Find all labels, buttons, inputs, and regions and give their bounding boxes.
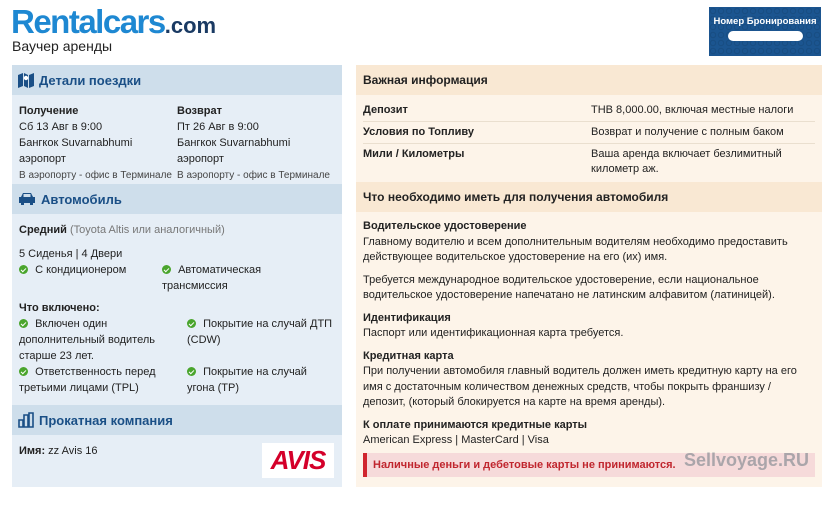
- license-text: Главному водителю и всем дополнительным водителям необходимо предоставить действующее водительское удостоверение на его (их) имя.: [363, 235, 788, 263]
- car-seats-doors: 5 Сиденья | 4 Двери: [19, 248, 123, 260]
- car-model: (Toyota Altis или аналогичный): [66, 224, 225, 236]
- row-key: Мили / Километры: [363, 148, 465, 160]
- pickup-place: Бангкок Suvarnabhumi аэропорт: [19, 137, 133, 165]
- car-class: Средний: [19, 224, 67, 236]
- accepted-cards-title: К оплате принимаются кредитные карты: [363, 418, 588, 431]
- left-column: [12, 65, 342, 487]
- info-table: [356, 95, 822, 182]
- booking-number-label: Номер Бронирования: [713, 16, 817, 27]
- warning-text: Наличные деньги и дебетовые карты не принимаются.: [373, 458, 676, 471]
- return-label: Возврат: [177, 105, 222, 117]
- id-title: Идентификация: [363, 311, 451, 324]
- car-header: [12, 184, 342, 214]
- feature-ac: С кондиционером: [35, 264, 127, 276]
- right-column: [356, 65, 822, 487]
- trip-details-header: [12, 65, 342, 95]
- building-icon: [18, 412, 34, 428]
- check-icon: [162, 265, 171, 274]
- row-key: Депозит: [363, 104, 408, 116]
- included-tpl: Ответственность перед третьими лицами (TPL): [19, 366, 156, 394]
- trip-details-title: Детали поездки: [39, 72, 142, 88]
- check-icon: [187, 367, 196, 376]
- page-title: Ваучер аренды: [12, 38, 113, 54]
- return-place: Бангкок Suvarnabhumi аэропорт: [177, 137, 291, 165]
- requirements-body: [356, 212, 822, 484]
- car-icon: [18, 192, 36, 206]
- id-text: Паспорт или идентификационная карта требуется.: [363, 327, 624, 339]
- car-title: Автомобиль: [41, 191, 122, 207]
- row-value: THB 8,000.00, включая местные налоги: [591, 104, 794, 116]
- check-icon: [19, 319, 28, 328]
- idp-text: Требуется международное водительское удостоверение, если национальное водительское удостоверение напечатано не латинским алфавитом (латиницей).: [363, 273, 775, 301]
- license-title: Водительское удостоверение: [363, 220, 527, 232]
- logo-domain: .com: [164, 13, 217, 38]
- pickup-label: Получение: [19, 105, 79, 117]
- booking-number-box: [709, 7, 821, 56]
- included-cdw: Покрытие на случай ДТП (CDW): [187, 318, 333, 346]
- included-label: Что включено:: [19, 302, 100, 314]
- logo-text: Rentalcars: [11, 3, 165, 40]
- company-header: [12, 405, 342, 435]
- credit-card-text: При получении автомобиля главный водитель должен иметь кредитную карту на его имя с достаточным количеством денежных средств, чтобы покрыть франшизу / депозит, (который блокируется на карте на время аренды).: [363, 365, 797, 408]
- check-icon: [187, 319, 196, 328]
- credit-card-title: Кредитная карта: [363, 349, 454, 362]
- pickup-note: В аэропорту - офис в Терминале: [19, 170, 172, 181]
- row-key: Условия по Топливу: [363, 126, 474, 138]
- map-pin-icon: [18, 72, 34, 88]
- return-info: [177, 103, 335, 181]
- booking-number-value: [728, 31, 803, 41]
- company-name: zz Avis 16: [45, 445, 98, 457]
- cash-warning: [363, 449, 815, 477]
- row-value: Возврат и получение с полным баком: [591, 126, 784, 138]
- feature-transmission: Автоматическая трансмиссия: [162, 264, 262, 292]
- company-name-label: Имя:: [19, 445, 46, 457]
- table-row: [363, 144, 815, 180]
- included-tp: Покрытие на случай угона (TP): [187, 366, 307, 394]
- return-note: В аэропорту - офис в Терминале: [177, 170, 330, 181]
- requirements-header: Что необходимо иметь для получения автомобиля: [356, 182, 822, 212]
- included-extra-driver: Включен один дополнительный водитель старше 23 лет.: [19, 318, 155, 362]
- watermark: Sellvoyage.RU: [683, 449, 809, 470]
- pickup-date: Сб 13 Авг в 9:00: [19, 121, 103, 133]
- company-title: Прокатная компания: [39, 412, 173, 428]
- row-value: Ваша аренда включает безлимитный километр аж.: [591, 148, 782, 175]
- accepted-cards: American Express | MasterCard | Visa: [363, 434, 549, 446]
- table-row: [363, 100, 815, 122]
- table-row: [363, 122, 815, 144]
- return-date: Пт 26 Авг в 9:00: [177, 121, 259, 133]
- pickup-info: [19, 103, 177, 181]
- check-icon: [19, 265, 28, 274]
- check-icon: [19, 367, 28, 376]
- important-info-header: Важная информация: [356, 65, 822, 95]
- avis-logo: AVIS: [262, 443, 334, 478]
